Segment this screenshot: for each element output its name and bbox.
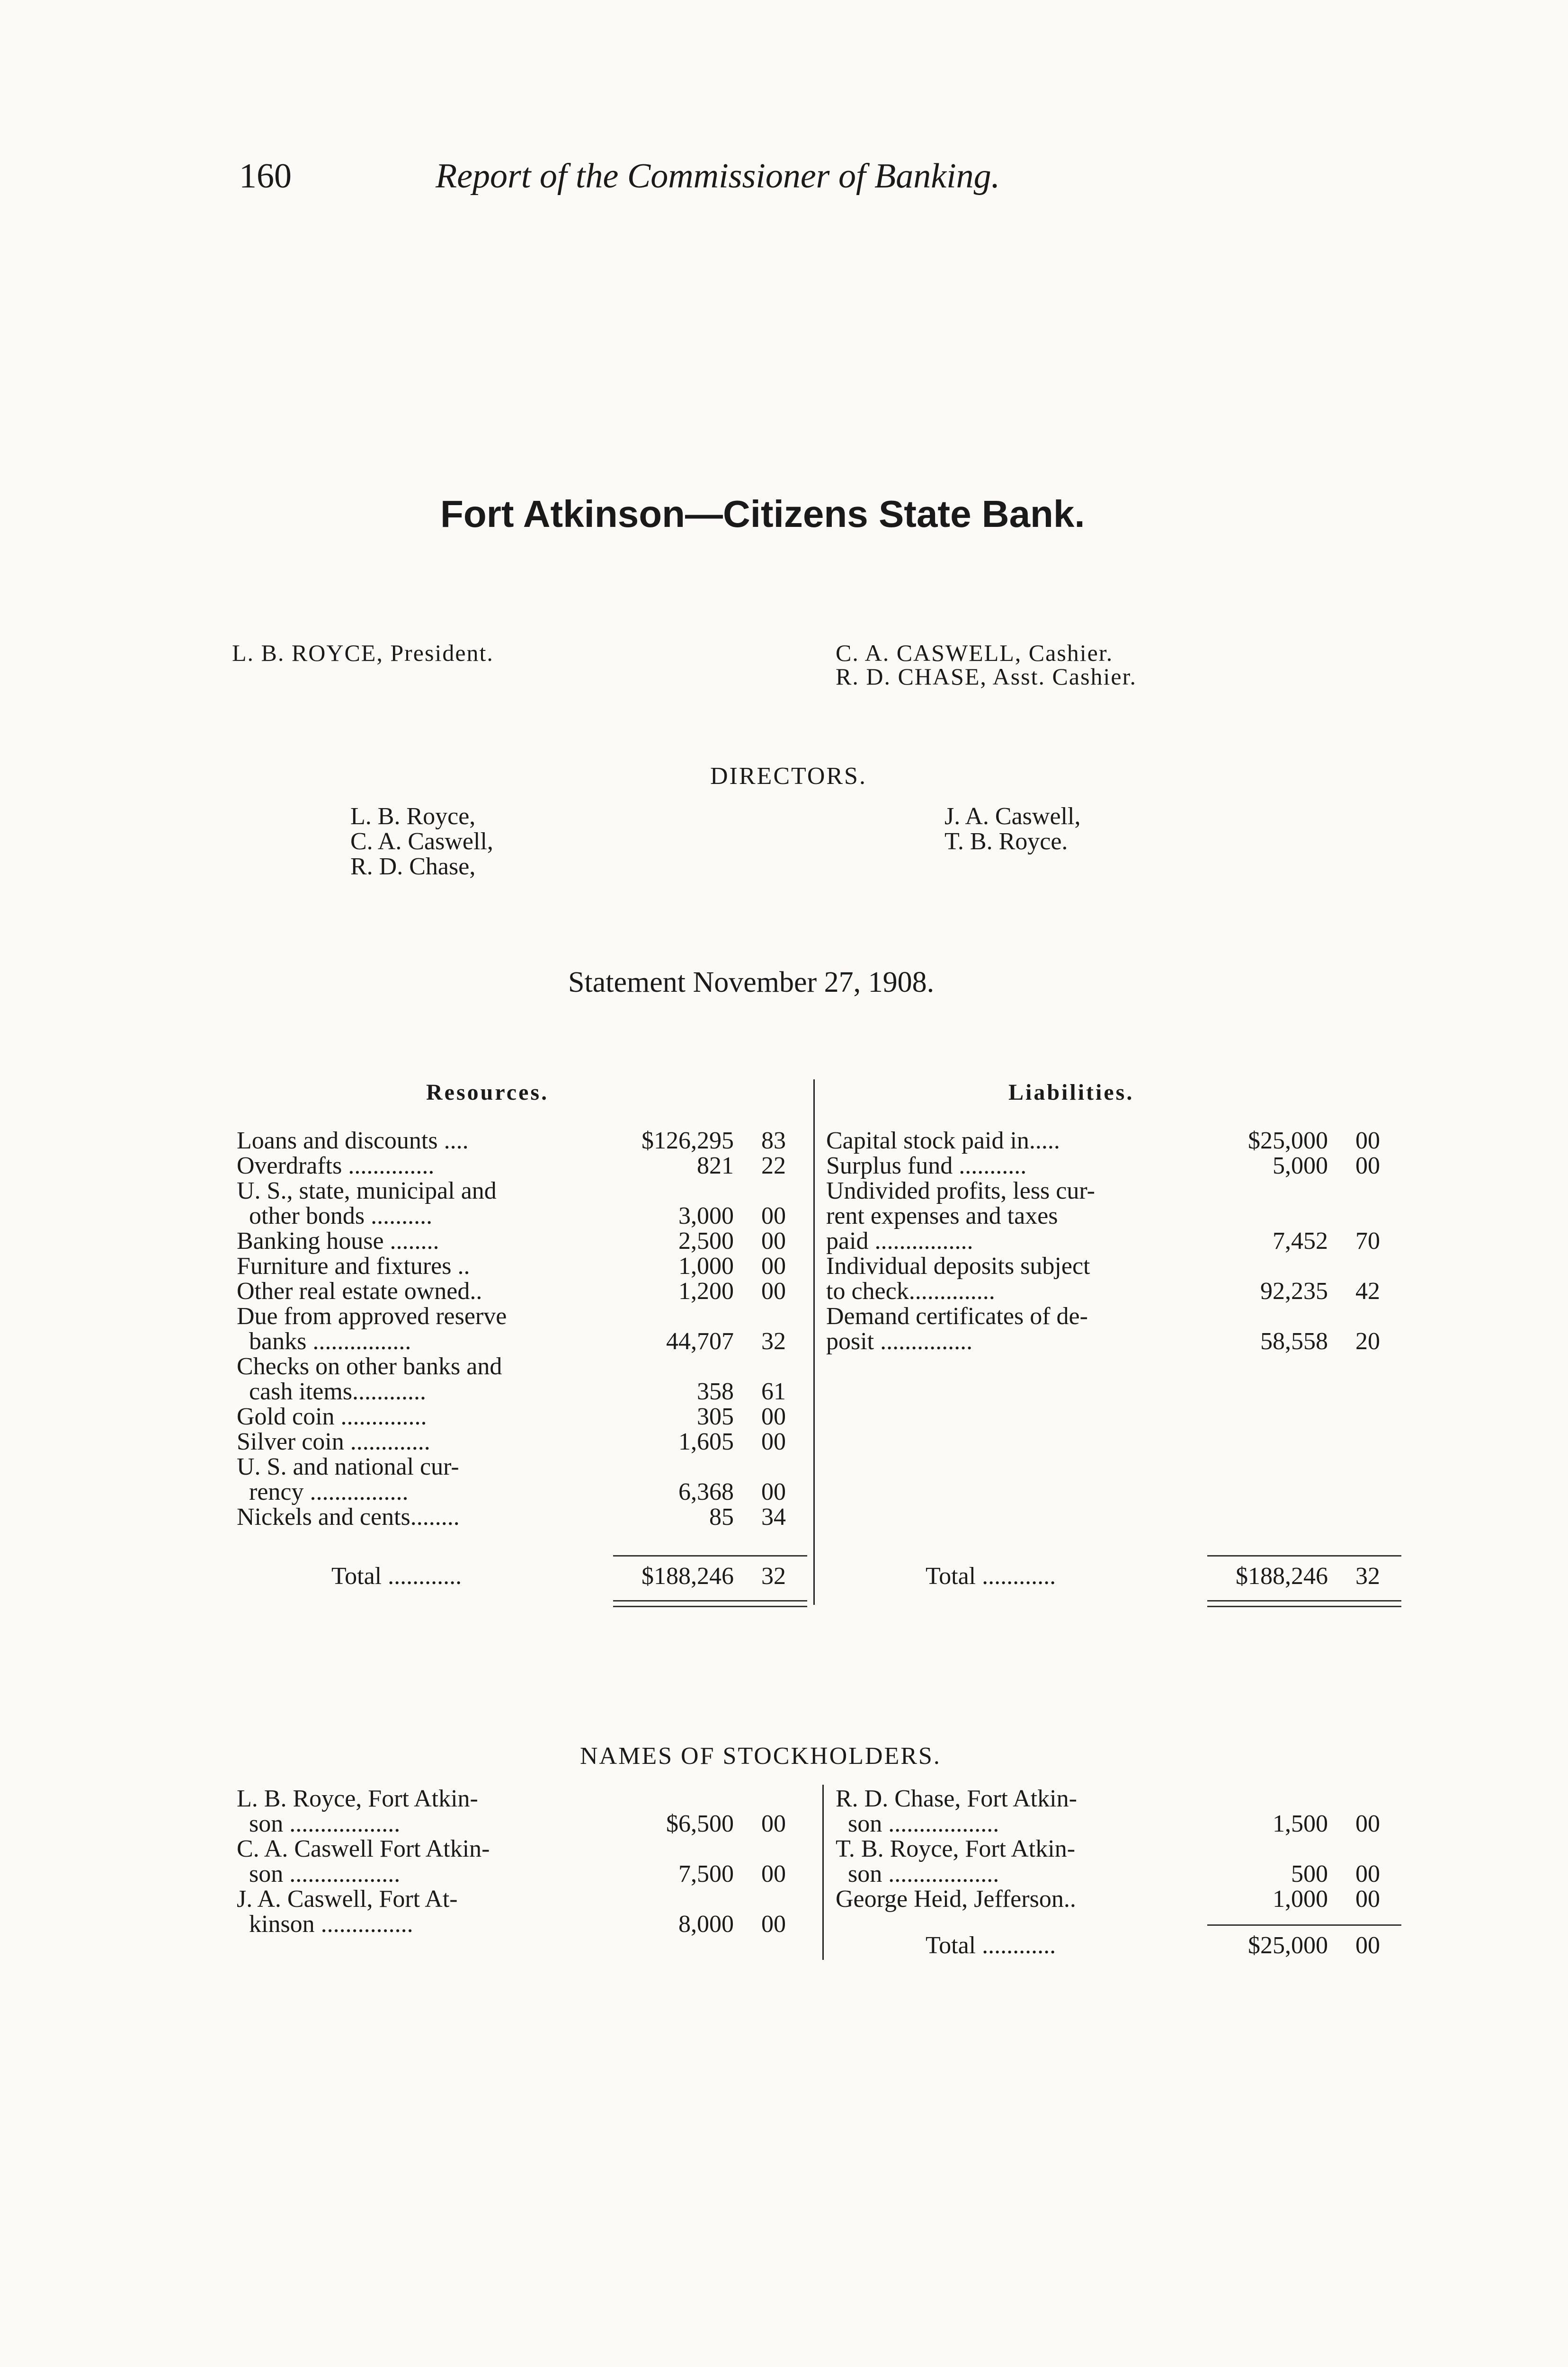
- row-label: J. A. Caswell, Fort At-: [237, 1886, 458, 1913]
- row-dollars: 5,000: [1273, 1152, 1328, 1179]
- row-dollars: 6,368: [678, 1478, 734, 1505]
- row-label: U. S., state, municipal and: [237, 1177, 497, 1204]
- row-label: L. B. Royce, Fort Atkin-: [237, 1785, 478, 1812]
- stockholders-total-row: [926, 1931, 1404, 1960]
- row-label: cash items............: [237, 1378, 427, 1405]
- ledger-row: [237, 1835, 715, 1863]
- ledger-row: [836, 1810, 1380, 1838]
- row-cents: 00: [761, 1202, 786, 1229]
- ledger-row: [826, 1327, 1380, 1356]
- ledger-row: [237, 1860, 786, 1888]
- director-item: L. B. Royce,: [350, 803, 476, 830]
- row-cents: 00: [761, 1253, 786, 1280]
- row-cents: 22: [761, 1152, 786, 1179]
- row-label: Overdrafts ..............: [237, 1152, 435, 1179]
- total-cents: 32: [1355, 1563, 1380, 1590]
- officer-president: L. B. ROYCE, President.: [232, 640, 494, 666]
- director-item: T. B. Royce.: [944, 828, 1068, 855]
- row-cents: 00: [761, 1228, 786, 1255]
- row-cents: 00: [761, 1403, 786, 1430]
- ledger-row: [826, 1227, 1380, 1255]
- row-dollars: 1,605: [678, 1428, 734, 1455]
- officer-asst-cashier: R. D. CHASE, Asst. Cashier.: [836, 663, 1137, 690]
- row-label: Undivided profits, less cur-: [826, 1177, 1095, 1204]
- row-dollars: 305: [697, 1403, 734, 1430]
- row-cents: 34: [761, 1504, 786, 1531]
- row-label: Silver coin .............: [237, 1428, 430, 1455]
- ledger-row: [237, 1252, 786, 1281]
- row-cents: 00: [761, 1478, 786, 1505]
- director-item: C. A. Caswell,: [350, 828, 493, 855]
- ledger-row: [237, 1327, 786, 1356]
- total-dollars: $25,000: [1248, 1932, 1328, 1959]
- ledger-row: [237, 1227, 786, 1255]
- column-divider: [813, 1079, 815, 1605]
- ledger-row: [237, 1127, 786, 1155]
- row-cents: 83: [761, 1127, 786, 1154]
- ledger-row: [237, 1453, 715, 1481]
- stockholders-divider: [822, 1785, 824, 1960]
- ledger-row: [826, 1127, 1380, 1155]
- ledger-row: [826, 1202, 1304, 1230]
- ledger-row: [237, 1885, 715, 1913]
- total-dollars: $188,246: [1236, 1563, 1328, 1590]
- row-dollars: 1,500: [1273, 1810, 1328, 1837]
- ledger-row: [237, 1503, 786, 1531]
- row-label: T. B. Royce, Fort Atkin-: [836, 1835, 1076, 1862]
- row-label: rency ................: [237, 1478, 409, 1505]
- director-item: R. D. Chase,: [350, 853, 476, 880]
- row-cents: 32: [761, 1328, 786, 1355]
- total-double-rule: [1207, 1600, 1401, 1602]
- row-label: R. D. Chase, Fort Atkin-: [836, 1785, 1077, 1812]
- liabilities-heading: Liabilities.: [1008, 1080, 1134, 1105]
- ledger-row: [826, 1152, 1380, 1180]
- row-label: Gold coin ..............: [237, 1403, 427, 1430]
- row-cents: 00: [1355, 1127, 1380, 1154]
- row-dollars: 8,000: [678, 1911, 734, 1938]
- row-dollars: 2,500: [678, 1228, 734, 1255]
- ledger-row: [836, 1835, 1314, 1863]
- director-item: J. A. Caswell,: [944, 803, 1081, 830]
- row-cents: 20: [1355, 1328, 1380, 1355]
- ledger-row: [237, 1910, 786, 1939]
- row-label: paid ................: [826, 1228, 973, 1255]
- row-dollars: $25,000: [1248, 1127, 1328, 1154]
- total-dollars: $188,246: [641, 1563, 734, 1590]
- total-label: Total ............: [926, 1932, 1056, 1959]
- page-number: 160: [239, 157, 292, 196]
- row-label: Checks on other banks and: [237, 1353, 502, 1380]
- row-cents: 00: [761, 1860, 786, 1887]
- ledger-row: [836, 1785, 1314, 1813]
- total-double-rule: [1207, 1606, 1401, 1607]
- ledger-row: [237, 1478, 786, 1506]
- row-label: son ..................: [836, 1810, 999, 1837]
- ledger-row: [237, 1403, 786, 1431]
- total-rule: [613, 1555, 807, 1557]
- row-label: other bonds ..........: [237, 1202, 433, 1229]
- resources-heading: Resources.: [426, 1080, 549, 1105]
- row-label: Loans and discounts ....: [237, 1127, 469, 1154]
- ledger-row: [836, 1885, 1380, 1913]
- row-label: banks ................: [237, 1328, 411, 1355]
- row-dollars: 92,235: [1260, 1278, 1328, 1305]
- officer-cashier: C. A. CASWELL, Cashier.: [836, 640, 1114, 666]
- ledger-row: [836, 1860, 1380, 1888]
- row-cents: 42: [1355, 1278, 1380, 1305]
- row-label: Furniture and fixtures ..: [237, 1253, 470, 1280]
- row-label: Banking house ........: [237, 1228, 439, 1255]
- row-dollars: $6,500: [666, 1810, 734, 1837]
- row-cents: 00: [761, 1428, 786, 1455]
- ledger-row: [237, 1152, 786, 1180]
- row-label: C. A. Caswell Fort Atkin-: [237, 1835, 490, 1862]
- stockholders-heading: NAMES OF STOCKHOLDERS.: [580, 1743, 941, 1770]
- row-cents: 00: [1355, 1810, 1380, 1837]
- total-cents: 00: [1355, 1932, 1380, 1959]
- ledger-row: [237, 1378, 786, 1406]
- row-dollars: 358: [697, 1378, 734, 1405]
- resources-total-row: [331, 1562, 810, 1591]
- row-cents: 00: [761, 1810, 786, 1837]
- stock-total-rule: [1207, 1924, 1401, 1926]
- row-label: Individual deposits subject: [826, 1253, 1090, 1280]
- row-label: posit ...............: [826, 1328, 973, 1355]
- total-label: Total ............: [926, 1563, 1056, 1590]
- row-label: Other real estate owned..: [237, 1278, 482, 1305]
- ledger-row: [826, 1177, 1304, 1205]
- row-dollars: 58,558: [1260, 1328, 1328, 1355]
- ledger-row: [237, 1785, 715, 1813]
- ledger-row: [826, 1277, 1380, 1306]
- row-label: Nickels and cents........: [237, 1504, 460, 1531]
- row-label: son ..................: [237, 1860, 401, 1887]
- row-cents: 00: [761, 1278, 786, 1305]
- directors-heading: DIRECTORS.: [710, 763, 867, 790]
- row-dollars: 500: [1291, 1860, 1328, 1887]
- row-dollars: 821: [697, 1152, 734, 1179]
- ledger-row: [237, 1353, 715, 1381]
- row-label: Demand certificates of de-: [826, 1303, 1088, 1330]
- total-double-rule: [613, 1606, 807, 1607]
- total-double-rule: [613, 1600, 807, 1602]
- row-label: Due from approved reserve: [237, 1303, 507, 1330]
- row-dollars: 85: [709, 1504, 734, 1531]
- ledger-row: [826, 1252, 1304, 1281]
- row-cents: 00: [761, 1911, 786, 1938]
- row-cents: 00: [1355, 1152, 1380, 1179]
- row-dollars: 7,452: [1273, 1228, 1328, 1255]
- row-cents: 70: [1355, 1228, 1380, 1255]
- row-dollars: 1,000: [678, 1253, 734, 1280]
- row-label: George Heid, Jefferson..: [836, 1886, 1076, 1913]
- row-dollars: $126,295: [641, 1127, 734, 1154]
- row-label: U. S. and national cur-: [237, 1453, 459, 1480]
- statement-title: Statement November 27, 1908.: [568, 966, 935, 998]
- row-label: son ..................: [237, 1810, 401, 1837]
- total-rule: [1207, 1555, 1401, 1557]
- row-label: son ..................: [836, 1860, 999, 1887]
- row-label: Capital stock paid in.....: [826, 1127, 1060, 1154]
- ledger-row: [826, 1302, 1304, 1331]
- row-dollars: 1,200: [678, 1278, 734, 1305]
- ledger-row: [237, 1302, 715, 1331]
- row-label: kinson ...............: [237, 1911, 413, 1938]
- row-dollars: 3,000: [678, 1202, 734, 1229]
- row-cents: 00: [1355, 1886, 1380, 1913]
- ledger-row: [237, 1428, 786, 1456]
- row-label: Surplus fund ...........: [826, 1152, 1027, 1179]
- ledger-row: [237, 1277, 786, 1306]
- ledger-row: [237, 1202, 786, 1230]
- total-cents: 32: [761, 1563, 786, 1590]
- bank-title: Fort Atkinson—Citizens State Bank.: [440, 493, 1085, 535]
- ledger-row: [237, 1177, 715, 1205]
- row-dollars: 7,500: [678, 1860, 734, 1887]
- ledger-row: [237, 1810, 786, 1838]
- row-dollars: 1,000: [1273, 1886, 1328, 1913]
- total-label: Total ............: [331, 1563, 462, 1590]
- running-title: Report of the Commissioner of Banking.: [436, 157, 1000, 196]
- row-dollars: 44,707: [666, 1328, 734, 1355]
- row-label: to check..............: [826, 1278, 995, 1305]
- row-label: rent expenses and taxes: [826, 1202, 1058, 1229]
- row-cents: 00: [1355, 1860, 1380, 1887]
- row-cents: 61: [761, 1378, 786, 1405]
- liabilities-total-row: [926, 1562, 1404, 1591]
